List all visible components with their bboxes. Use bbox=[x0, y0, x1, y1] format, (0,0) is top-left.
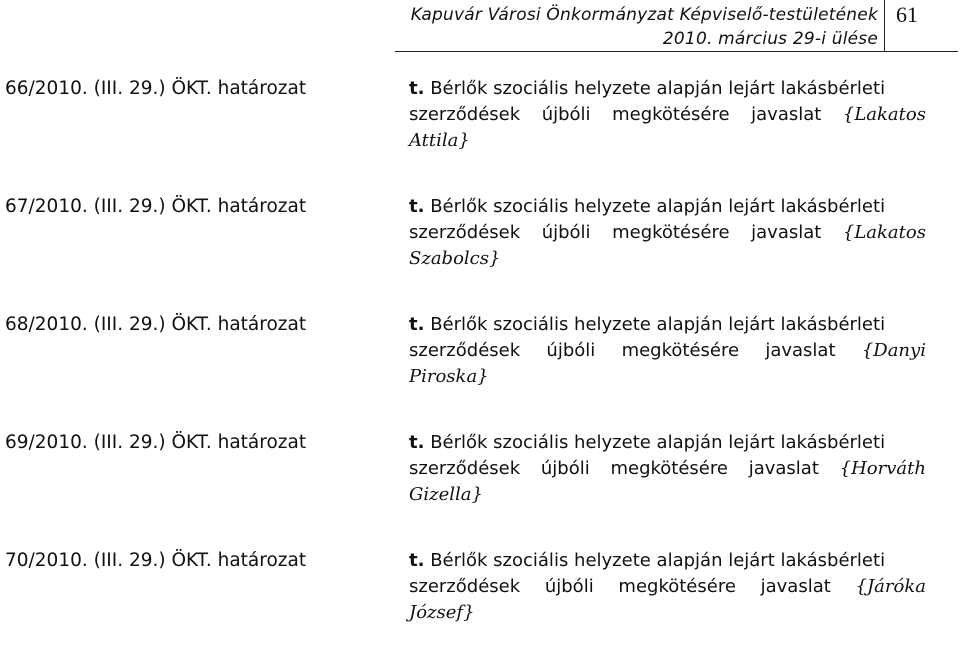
resolution-description bbox=[409, 430, 926, 508]
topic-prefix: t. bbox=[409, 550, 425, 571]
description-line-1 bbox=[409, 548, 926, 574]
resolution-ref: 70/2010. (III. 29.) ÖKT. határozat bbox=[5, 550, 307, 571]
resolution-entry bbox=[0, 194, 960, 312]
word: megkötésére bbox=[610, 458, 728, 479]
description-line-2 bbox=[409, 574, 926, 600]
resolution-list bbox=[0, 76, 960, 666]
word: újbóli bbox=[544, 576, 594, 597]
description-text: Bérlők szociális helyzete alapján lejárt lakásbérleti bbox=[430, 314, 886, 335]
resolution-description bbox=[409, 194, 926, 272]
word: szerződések bbox=[409, 104, 521, 125]
description-text: Bérlők szociális helyzete alapján lejárt lakásbérleti bbox=[430, 78, 886, 99]
resolution-description bbox=[409, 548, 926, 626]
word: szerződések bbox=[409, 340, 521, 361]
word: szerződések bbox=[409, 222, 521, 243]
person-name-part: {Horváth bbox=[839, 458, 926, 479]
description-line-2 bbox=[409, 102, 926, 128]
header-session-date: 2010. március 29-i ülése bbox=[662, 29, 878, 49]
word: megkötésére bbox=[612, 222, 730, 243]
page-header bbox=[0, 0, 960, 60]
word: újbóli bbox=[540, 458, 590, 479]
description-text: Bérlők szociális helyzete alapján lejárt lakásbérleti bbox=[430, 196, 886, 217]
page-number: 61 bbox=[896, 2, 918, 27]
resolution-ref: 69/2010. (III. 29.) ÖKT. határozat bbox=[5, 432, 307, 453]
topic-prefix: t. bbox=[409, 432, 425, 453]
word: javaslat bbox=[751, 104, 822, 125]
header-council-name: Kapuvár Városi Önkormányzat Képviselő-testületének bbox=[410, 5, 878, 25]
person-name-part: József} bbox=[409, 602, 475, 623]
resolution-ref: 68/2010. (III. 29.) ÖKT. határozat bbox=[5, 314, 307, 335]
description-text: Bérlők szociális helyzete alapján lejárt lakásbérleti bbox=[430, 550, 886, 571]
header-rule bbox=[395, 51, 958, 52]
resolution-ref: 66/2010. (III. 29.) ÖKT. határozat bbox=[5, 78, 307, 99]
person-name-part: Gizella} bbox=[409, 484, 483, 505]
word: újbóli bbox=[541, 104, 591, 125]
word: javaslat bbox=[760, 576, 831, 597]
description-line-1 bbox=[409, 430, 926, 456]
resolution-entry bbox=[0, 76, 960, 194]
description-line-2 bbox=[409, 338, 926, 364]
topic-prefix: t. bbox=[409, 78, 425, 99]
description-line-2 bbox=[409, 456, 926, 482]
person-name-part: {Járóka bbox=[855, 576, 926, 597]
word: javaslat bbox=[765, 340, 836, 361]
word: szerződések bbox=[409, 458, 521, 479]
word: javaslat bbox=[751, 222, 822, 243]
description-text: Bérlők szociális helyzete alapján lejárt lakásbérleti bbox=[430, 432, 886, 453]
resolution-ref: 67/2010. (III. 29.) ÖKT. határozat bbox=[5, 196, 307, 217]
word: szerződések bbox=[409, 576, 521, 597]
person-name-part: Attila} bbox=[409, 130, 470, 151]
header-title bbox=[411, 3, 878, 51]
topic-prefix: t. bbox=[409, 314, 425, 335]
description-line-1 bbox=[409, 312, 926, 338]
word: megkötésére bbox=[621, 340, 740, 361]
person-name-part: {Lakatos bbox=[842, 222, 926, 243]
person-name-part: {Danyi bbox=[861, 340, 926, 361]
word: megkötésére bbox=[618, 576, 736, 597]
word: újbóli bbox=[546, 340, 596, 361]
person-name-part: {Lakatos bbox=[842, 104, 926, 125]
resolution-entry bbox=[0, 548, 960, 666]
resolution-description bbox=[409, 76, 926, 154]
word: újbóli bbox=[541, 222, 591, 243]
person-name-part: Szabolcs} bbox=[409, 248, 501, 269]
resolution-entry bbox=[0, 430, 960, 548]
description-line-1 bbox=[409, 76, 926, 102]
description-line-2 bbox=[409, 220, 926, 246]
description-line-1 bbox=[409, 194, 926, 220]
resolution-entry bbox=[0, 312, 960, 430]
word: javaslat bbox=[748, 458, 819, 479]
word: megkötésére bbox=[612, 104, 730, 125]
person-name-part: Piroska} bbox=[409, 366, 489, 387]
header-divider bbox=[884, 0, 885, 51]
topic-prefix: t. bbox=[409, 196, 425, 217]
resolution-description bbox=[409, 312, 926, 390]
